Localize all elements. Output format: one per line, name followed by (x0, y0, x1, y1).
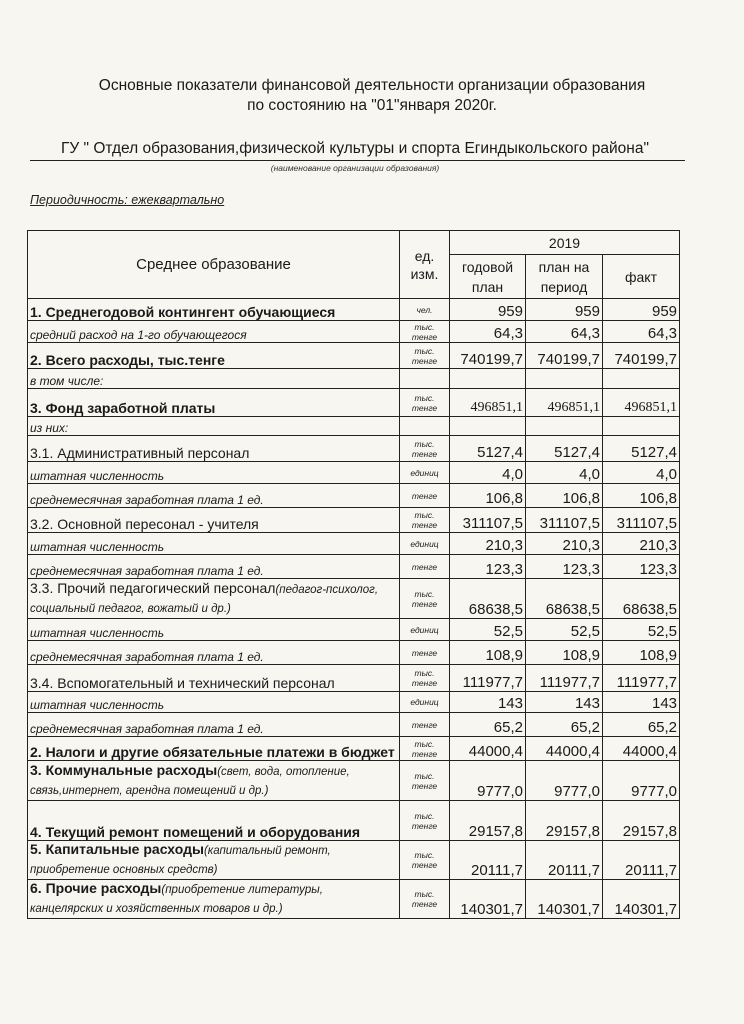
table-row (28, 462, 680, 484)
row-unit: единиц (400, 533, 450, 555)
row-name (28, 692, 400, 713)
row-value-fact: 106,8 (603, 484, 680, 508)
row-unit: тыс. тенге (400, 841, 450, 880)
table-row (28, 692, 680, 713)
row-unit: тенге (400, 713, 450, 737)
row-value-period: 210,3 (526, 533, 603, 555)
table-row (28, 389, 680, 417)
organization-name: ГУ " Отдел образования,физической культуры и спорта Егиндыкольского района" (61, 140, 649, 157)
row-value-fact: 111977,7 (603, 665, 680, 692)
row-note: (свет, вода, отопление, связь,интернет, арендна помещений и др.) (30, 766, 350, 797)
row-name-text: среднемесячная заработная плата 1 ед. (30, 650, 264, 664)
row-name (28, 579, 400, 619)
row-unit: тыс. тенге (400, 389, 450, 417)
row-name (28, 641, 400, 665)
row-value-annual: 64,3 (450, 321, 526, 343)
row-value-period: 111977,7 (526, 665, 603, 692)
row-value-period (526, 417, 603, 436)
row-unit: тенге (400, 641, 450, 665)
row-name (28, 389, 400, 417)
row-value-period: 5127,4 (526, 436, 603, 462)
table-row (28, 619, 680, 641)
row-name (28, 462, 400, 484)
row-value-annual: 108,9 (450, 641, 526, 665)
header-annual-plan: годовой план (450, 255, 526, 299)
row-name (28, 555, 400, 579)
table-row (28, 436, 680, 462)
row-value-fact: 210,3 (603, 533, 680, 555)
table-row (28, 508, 680, 533)
row-name-text: среднемесячная заработная плата 1 ед. (30, 722, 264, 736)
title-line-2: по состоянию на "01"января 2020г. (247, 97, 497, 114)
row-note: (капитальный ремонт, приобретение основных средств) (30, 845, 331, 876)
row-unit: тыс. тенге (400, 880, 450, 919)
row-value-annual: 740199,7 (450, 343, 526, 369)
row-value-period: 68638,5 (526, 579, 603, 619)
row-value-fact: 5127,4 (603, 436, 680, 462)
row-value-fact (603, 369, 680, 389)
row-value-period: 311107,5 (526, 508, 603, 533)
row-name (28, 436, 400, 462)
row-value-annual: 111977,7 (450, 665, 526, 692)
row-name-text: штатная численность (30, 626, 165, 640)
row-unit (400, 417, 450, 436)
row-value-period: 64,3 (526, 321, 603, 343)
row-value-period: 106,8 (526, 484, 603, 508)
title-line-1: Основные показатели финансовой деятельности организации образования (98, 77, 646, 94)
row-unit: тыс. тенге (400, 436, 450, 462)
row-value-period: 52,5 (526, 619, 603, 641)
row-name-text: штатная численность (30, 698, 165, 712)
organization-underline (30, 160, 685, 161)
row-value-period: 496851,1 (526, 389, 603, 417)
row-note: (педагог-психолог, социальный педагог, вожатый и др.) (30, 584, 379, 615)
table-row (28, 841, 680, 880)
row-value-period: 65,2 (526, 713, 603, 737)
row-value-period: 959 (526, 299, 603, 321)
financial-indicators-table (27, 230, 680, 919)
row-unit: тыс. тенге (400, 761, 450, 801)
row-value-period: 108,9 (526, 641, 603, 665)
row-unit: тыс. тенге (400, 665, 450, 692)
row-name-text: 1. Среднегодовой контингент обучающиеся (30, 304, 336, 320)
row-value-period (526, 369, 603, 389)
row-value-annual (450, 369, 526, 389)
row-unit: единиц (400, 692, 450, 713)
row-name (28, 533, 400, 555)
row-value-fact: 123,3 (603, 555, 680, 579)
row-name (28, 343, 400, 369)
row-name (28, 713, 400, 737)
row-value-annual: 496851,1 (450, 389, 526, 417)
row-value-fact: 64,3 (603, 321, 680, 343)
row-value-annual: 123,3 (450, 555, 526, 579)
row-value-period: 44000,4 (526, 737, 603, 761)
row-value-fact: 68638,5 (603, 579, 680, 619)
row-name-text: средний расход на 1-го обучающегося (30, 328, 247, 342)
row-name-text: 2. Налоги и другие обязательные платежи в бюджет (30, 744, 395, 760)
table-body (28, 299, 680, 919)
table-row (28, 579, 680, 619)
row-value-period: 9777,0 (526, 761, 603, 801)
row-name-text: 5. Капитальные расходы (30, 841, 204, 857)
row-unit: единиц (400, 619, 450, 641)
row-unit: тыс. тенге (400, 321, 450, 343)
row-value-annual: 140301,7 (450, 880, 526, 919)
header-year: 2019 (450, 231, 680, 255)
row-value-annual: 959 (450, 299, 526, 321)
row-value-annual: 29157,8 (450, 801, 526, 841)
row-value-annual (450, 417, 526, 436)
table-row (28, 641, 680, 665)
table-row (28, 369, 680, 389)
table-row (28, 665, 680, 692)
periodicity-label: Периодичность: ежеквартально (30, 193, 225, 207)
row-name (28, 321, 400, 343)
row-value-period: 740199,7 (526, 343, 603, 369)
row-value-fact: 44000,4 (603, 737, 680, 761)
table-row (28, 484, 680, 508)
table-row (28, 555, 680, 579)
table-row (28, 417, 680, 436)
row-name (28, 508, 400, 533)
table-row (28, 880, 680, 919)
row-value-period: 20111,7 (526, 841, 603, 880)
row-unit (400, 369, 450, 389)
row-value-annual: 210,3 (450, 533, 526, 555)
row-note: (приобретение литературы, канцелярских и хозяйственных товаров и др.) (30, 884, 323, 915)
table-row (28, 299, 680, 321)
row-name-text: 6. Прочие расходы (30, 880, 162, 896)
row-name-text: в том числе: (30, 374, 104, 388)
row-value-annual: 65,2 (450, 713, 526, 737)
row-value-annual: 106,8 (450, 484, 526, 508)
row-name (28, 880, 400, 919)
row-value-fact: 959 (603, 299, 680, 321)
table-row (28, 533, 680, 555)
row-name (28, 737, 400, 761)
row-name (28, 761, 400, 801)
row-name-text: 3. Фонд заработной платы (30, 400, 216, 416)
row-unit: тенге (400, 484, 450, 508)
row-value-period: 4,0 (526, 462, 603, 484)
header-period-plan: план на период (526, 255, 603, 299)
row-value-fact: 52,5 (603, 619, 680, 641)
row-value-fact: 65,2 (603, 713, 680, 737)
row-value-annual: 9777,0 (450, 761, 526, 801)
row-unit: тыс. тенге (400, 343, 450, 369)
row-value-fact: 20111,7 (603, 841, 680, 880)
row-name (28, 841, 400, 880)
row-name-text: 4. Текущий ремонт помещений и оборудования (30, 824, 361, 840)
table-row (28, 321, 680, 343)
row-value-period: 29157,8 (526, 801, 603, 841)
row-value-annual: 4,0 (450, 462, 526, 484)
header-section-title: Среднее образование (28, 231, 400, 299)
table-row (28, 761, 680, 801)
row-name-text: 2. Всего расходы, тыс.тенге (30, 352, 225, 368)
row-name-text: среднемесячная заработная плата 1 ед. (30, 493, 264, 507)
row-value-fact: 29157,8 (603, 801, 680, 841)
row-unit: тыс. тенге (400, 737, 450, 761)
row-value-annual: 143 (450, 692, 526, 713)
row-name-text: среднемесячная заработная плата 1 ед. (30, 564, 264, 578)
row-name-text: штатная численность (30, 540, 165, 554)
row-value-annual: 20111,7 (450, 841, 526, 880)
row-value-annual: 52,5 (450, 619, 526, 641)
row-value-period: 123,3 (526, 555, 603, 579)
row-name-text: 3.1. Административный персонал (30, 445, 250, 461)
header-fact: факт (603, 255, 680, 299)
table-row (28, 801, 680, 841)
row-value-annual: 5127,4 (450, 436, 526, 462)
row-name (28, 619, 400, 641)
row-name-text: 3. Коммунальные расходы (30, 762, 218, 778)
row-name-text: штатная численность (30, 469, 165, 483)
row-name-text: 3.2. Основной пересонал - учителя (30, 516, 259, 532)
row-name (28, 484, 400, 508)
row-unit: тыс. тенге (400, 579, 450, 619)
document-title (0, 76, 744, 116)
row-value-period: 143 (526, 692, 603, 713)
row-name-text: из них: (30, 421, 69, 435)
row-value-annual: 68638,5 (450, 579, 526, 619)
row-name (28, 417, 400, 436)
row-value-fact: 740199,7 (603, 343, 680, 369)
row-name (28, 665, 400, 692)
row-value-fact: 311107,5 (603, 508, 680, 533)
row-name (28, 299, 400, 321)
row-name-text: 3.4. Вспомогательный и технический персонал (30, 675, 335, 691)
row-value-fact: 496851,1 (603, 389, 680, 417)
row-name (28, 801, 400, 841)
row-value-annual: 44000,4 (450, 737, 526, 761)
row-unit: тыс. тенге (400, 508, 450, 533)
row-value-fact: 143 (603, 692, 680, 713)
row-unit: единиц (400, 462, 450, 484)
row-value-fact: 4,0 (603, 462, 680, 484)
row-name (28, 369, 400, 389)
row-value-fact (603, 417, 680, 436)
row-unit: чел. (400, 299, 450, 321)
table-row (28, 343, 680, 369)
row-value-annual: 311107,5 (450, 508, 526, 533)
row-value-fact: 140301,7 (603, 880, 680, 919)
table-row (28, 713, 680, 737)
header-unit: ед. изм. (400, 231, 450, 299)
table-row (28, 737, 680, 761)
row-name-text: 3.3. Прочий педагогический персонал (30, 580, 276, 596)
row-value-fact: 9777,0 (603, 761, 680, 801)
row-unit: тыс. тенге (400, 801, 450, 841)
row-value-fact: 108,9 (603, 641, 680, 665)
row-unit: тенге (400, 555, 450, 579)
row-value-period: 140301,7 (526, 880, 603, 919)
organization-caption: (наименование организации образования) (270, 163, 440, 173)
